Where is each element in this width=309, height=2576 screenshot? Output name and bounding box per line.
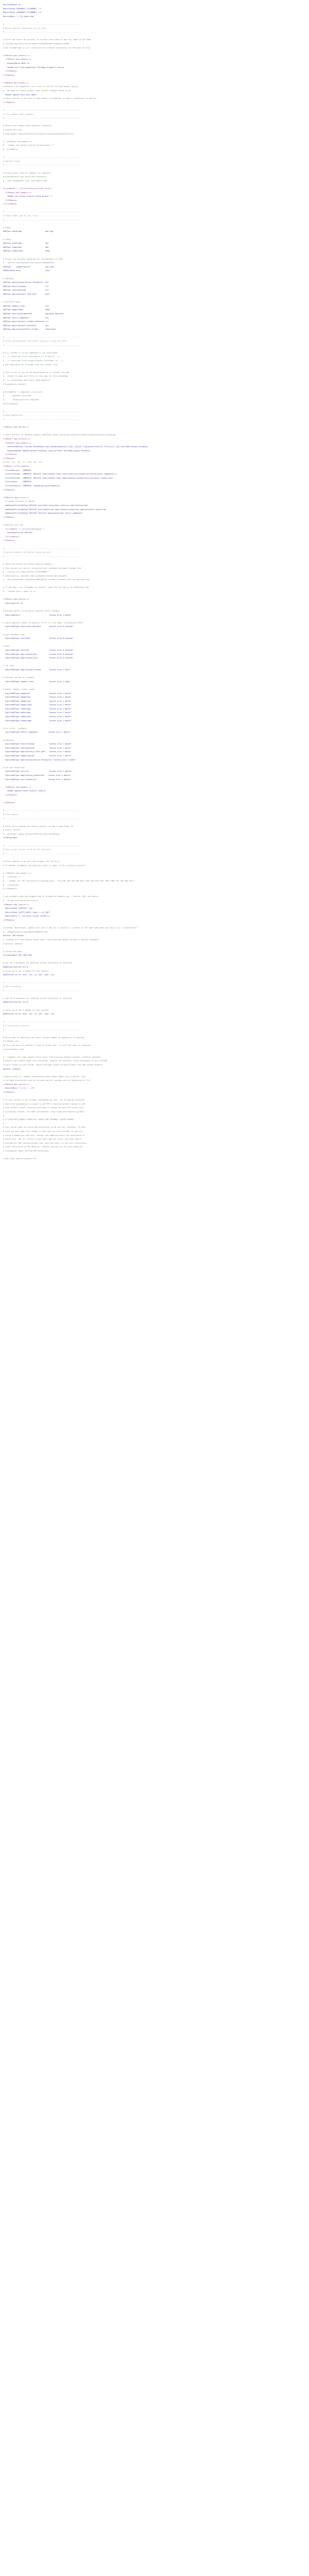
code-line xyxy=(3,332,309,336)
code-line: # Header set P3P "policyref=\"/w3c/p3p.xml\", CP=\"IDC DSP COR ADM DEVi TAIi PSA PSD IVAi IVDi CONi HIS OUR IND CNT\"" xyxy=(3,880,136,882)
code-line xyxy=(3,1095,309,1099)
code-line xyxy=(3,105,309,109)
code-line: # force utf-8 for a number of file formats xyxy=(3,1009,49,1011)
code-line xyxy=(3,594,309,598)
code-line: AddOutputFilterByType DEFLATE text/javascript application/javascript application/x-javascript xyxy=(3,508,107,511)
code-line xyxy=(3,367,309,371)
code-line xyxy=(3,958,309,962)
code-line: </IfModule> xyxy=(3,802,15,804)
code-line: ExpiresByType image/x-icon "access plus 1 week" xyxy=(3,680,71,683)
code-line: # Block access to "hidden" directories whose names begin with a period. This xyxy=(3,1075,86,1078)
code-line xyxy=(3,207,309,211)
code-line: # include all PHP configurations (not just this one), or you will effectively xyxy=(3,1142,87,1144)
code-line: </IfModule> xyxy=(3,793,18,796)
code-line: # should be uncommented in order to set PHP's register_globals option to OFF. xyxy=(3,1103,87,1105)
code-line: # ---------------------------------------------------------------------- xyxy=(3,817,81,820)
code-line: AddDefaultCharset utf-8 xyxy=(3,1001,28,1004)
code-line: AddType video/ogg ogv xyxy=(3,242,49,245)
code-line: # no-www.org/faq.php?q=class_b xyxy=(3,899,38,902)
code-line: # and they would be included into this single file xyxy=(3,363,58,366)
code-line: # ---------------------------------------------------------------------- xyxy=(3,410,81,413)
code-line: # If your server is not already configured as such, the following directive xyxy=(3,1099,85,1101)
code-line: # video xyxy=(3,238,11,241)
code-line: AddType audio/ogg oga ogg xyxy=(3,230,53,233)
code-line: # webfonts and svg: xyxy=(3,523,24,526)
code-line: ExpiresByType application/javascript "access plus 2 months" xyxy=(3,774,72,776)
code-line: RewriteRule ^(.*)$ http://%1/$1 [R=301,L] xyxy=(3,915,50,918)
code-line: # without -MultiViews, Apache will give a 404 for a rewrite if a folder of the same name does not exist (e.g. "/blah/hello") xyxy=(3,927,138,929)
code-line: # Usually you should leave this activated, because you shouldn't allow everybody to surf through xyxy=(3,1060,108,1062)
code-line: Header set Access-Control-Allow-Origin "*" xyxy=(3,195,53,198)
code-line: # Force the latest IE version, in various cases when it may fall back to IE7 mode xyxy=(3,39,91,41)
code-line: <IfModule mod_rewrite.c> xyxy=(3,903,29,906)
code-line xyxy=(3,492,309,496)
code-line: ExpiresByType image/jpg "access plus 1 month" xyxy=(3,700,72,702)
code-line xyxy=(3,993,309,997)
code-line: # www.stevesouders.com/blog/2008/08/23/revving-filenames-dont-use-querystring/ xyxy=(3,579,90,581)
code-line: # use utf-8 encoding for anything served text/plain or text/html xyxy=(3,997,73,999)
code-line xyxy=(3,868,309,872)
code-line: # Allow cookies to be set from iframes (for IE only) xyxy=(3,860,60,863)
code-line: # Because X-UA-Compatible isn't sent to non-IE (to save header bytes), xyxy=(3,86,79,88)
code-line: # <!--#include file="plugins/jquery.idletimer.js" --> xyxy=(3,360,63,362)
code-line: RewriteCond %{REQUEST_FILENAME} !-d xyxy=(3,11,41,14)
code-line: </IfModule> xyxy=(3,70,18,73)
code-line: # ---------------------------------------------------------------------- xyxy=(3,1021,81,1023)
code-line: # </Location> xyxy=(3,884,20,886)
code-line: # github.com/rails/rails/commit/123eb25#commitcomment-118920 xyxy=(3,42,70,45)
code-line: # </IfModule> xyxy=(3,888,18,890)
code-line: Options -Indexes xyxy=(3,1067,21,1070)
code-line: # information about setting PHP directives. xyxy=(3,1149,50,1152)
code-line: # enable-cors.org xyxy=(3,129,22,131)
code-line: # alternatively you could only whitelist xyxy=(3,176,47,178)
code-line: # A little more security xyxy=(3,1024,29,1027)
code-line: SetOutputFilter DEFLATE xyxy=(3,532,32,534)
code-line: AddOutputFilterByType DEFLATE text/html text/plain text/css application/json xyxy=(3,504,88,506)
code-line: <FilesMatch "\.(ttf|otf|eot|woff|font.css)$"> xyxy=(3,187,52,190)
code-line xyxy=(3,77,309,81)
code-line: # ---------------------------------------------------------------------- xyxy=(3,809,81,812)
code-line: # ETag removal xyxy=(3,813,19,816)
code-line xyxy=(3,35,309,39)
code-line: # additionally, consider that outdated proxies may miscache xyxy=(3,574,67,577)
code-line: # code.google.com/p/html5security/wiki/CrossOriginRequestSecurity xyxy=(3,132,74,135)
code-line: <IfModule mod_expires.c> xyxy=(3,598,29,601)
code-line: # <!--#include file="libs/jquery-1.5.0.min.js" --> xyxy=(3,355,60,358)
code-line: # force deflate for mangled headers developer.yahoo.com/blogs/ydn/posts/2010/12/pushing-beyond-gzipping/ xyxy=(3,434,116,436)
code-line: # Header set Access-Control-Allow-Origin "*" xyxy=(3,144,55,147)
code-line: # html, txt, css, js, json, xml, htc: xyxy=(3,461,43,464)
code-line: # ---------------------------------------------------------------------- xyxy=(3,418,81,420)
code-line: Options -MultiViews xyxy=(3,935,24,937)
code-line: # twitter.com/FontSquirrel/status/14855840545 xyxy=(3,262,55,264)
code-line: </FilesMatch> xyxy=(3,535,20,538)
code-line: </IfModule> xyxy=(3,1091,15,1094)
code-line xyxy=(3,253,309,258)
code-line xyxy=(3,543,309,547)
code-line: AddDefaultCharset utf-8 xyxy=(3,966,28,969)
code-line: # <script src="application.js?20100608"> xyxy=(3,571,49,573)
code-line xyxy=(3,805,309,809)
code-line: # using a commercial web host, contact the administrators for assistance in xyxy=(3,1134,85,1137)
code-line: # Stop screen flicker in IE on CSS rollovers xyxy=(3,849,51,851)
code-line: # "-Indexes" will have Apache block users from browsing folders without a default document xyxy=(3,1056,101,1058)
code-line: # ---------------------------------------------------------------------- xyxy=(3,1028,81,1031)
code-line: RewriteCond %{HTTP_HOST} ^www\.(.+)$ [NC] xyxy=(3,911,50,913)
code-line: # allow access from all domains for webfonts xyxy=(3,172,51,174)
code-line: FilterProtocol COMPRESS change=yes;byteranges=no xyxy=(3,485,60,487)
code-line: AddType image/x-icon ico xyxy=(3,304,49,307)
code-line: </IfModule> xyxy=(3,74,15,76)
code-line: # they assume you control versioning with cachebusting query params like xyxy=(3,567,81,569)
code-line xyxy=(3,222,309,226)
code-line: <FilesMatch "\.(ttf|otf|eot|svg)$" > xyxy=(3,528,45,530)
code-line: <IfModule filter_module> xyxy=(3,465,29,468)
code-line: # ---------------------------------------------------------------------- xyxy=(3,218,81,221)
code-line xyxy=(3,617,309,621)
code-line: # Cache control is set only if mod_headers is enabled, so that's unncessary to declare xyxy=(3,97,97,100)
code-line: # Use ChromeFrame if it's installed for a better experience for the poor IE folk xyxy=(3,46,90,49)
code-line: # Perhaps better to whitelist expires rules? Perhaps. xyxy=(3,610,61,613)
code-line xyxy=(3,641,309,645)
code-line xyxy=(3,183,309,187)
code-line: ExpiresByType font/truetype "access plus 1 month" xyxy=(3,743,72,745)
code-line xyxy=(3,891,309,895)
code-line xyxy=(3,946,309,950)
code-line: # ---------------------------------------------------------------------- xyxy=(3,31,81,33)
code-line: # media: images, video, audio xyxy=(3,688,35,690)
code-line: BrowserMatch MSIE ie xyxy=(3,62,29,64)
code-line: ExpiresByType application/vnd.ms-fontobject "access plus 1 month" xyxy=(3,758,76,761)
code-line: ExpiresByType text/xml "access plus 0 seconds" xyxy=(3,649,74,651)
code-line: ErrorDocument 404 /404.html xyxy=(3,954,32,957)
code-line: ExpiresByType application/rss+xml "access plus 1 hour" xyxy=(3,668,71,671)
code-line: ExpiresByType application/x-font-woff "access plus 1 month" xyxy=(3,751,72,753)
code-line xyxy=(3,782,309,786)
code-line xyxy=(3,672,309,676)
code-line: # Disabled by default. xyxy=(3,383,27,385)
code-line xyxy=(3,798,309,802)
code-line: # Proper MIME type for all files xyxy=(3,215,38,217)
code-line: # webmasterworld.com/apache/3808792.htm xyxy=(3,930,48,933)
code-line: # ---------------------------------------------------------------------- xyxy=(3,852,81,855)
code-line: # webfonts xyxy=(3,739,14,741)
code-line xyxy=(3,582,309,586)
code-line: # Do we want to advertise the exact version number of Apache we're running? xyxy=(3,1036,85,1039)
code-line xyxy=(3,1032,309,1036)
code-line: # gzip compression xyxy=(3,414,23,417)
code-line: RewriteCond %{HTTPS} !=on xyxy=(3,907,32,910)
code-line: # Options +Includes xyxy=(3,395,31,397)
code-line: # xyxy=(3,1114,5,1117)
code-line: Header set X-UA-Compatible "IE=Edge,chrome=1" env=ie xyxy=(3,66,64,69)
code-line: # ---------------------------------------------------------------------- xyxy=(3,844,81,847)
code-line: # if you don't use filenames to version, lower the css and js to something like xyxy=(3,586,89,589)
code-line: </FilesMatch> xyxy=(3,203,18,206)
code-line xyxy=(3,422,309,426)
code-line: </IfModule> xyxy=(3,539,15,542)
code-line: # ---------------------------------------------------------------------- xyxy=(3,981,81,984)
code-line: ExpiresByType text/css "access plus 2 months" xyxy=(3,770,73,773)
code-line: AddType video/mp4 mp4 xyxy=(3,246,49,248)
code-line: ExpiresByType video/ogg "access plus 1 month" xyxy=(3,707,72,710)
code-line: RewriteEngine on xyxy=(3,4,21,6)
code-line: FilterChain COMPRESS xyxy=(3,481,31,483)
code-line xyxy=(3,735,309,739)
code-line: <IfModule mod_deflate.c> xyxy=(3,426,29,429)
code-line: # you probably want www.example.com to forward to example.com -- shorter URLs are sexier. xyxy=(3,895,100,898)
code-line: AddType application/x-chrome-extension crx xyxy=(3,320,49,323)
code-line xyxy=(3,558,309,563)
code-line: # ---------------------------------------------------------------------- xyxy=(3,547,81,550)
code-line: # "access plus 1 week" or so xyxy=(3,590,36,593)
code-line: # developer.yahoo.com/performance/rules.html#etags xyxy=(3,833,60,835)
code-line xyxy=(3,605,309,609)
code-line: # use utf-8 encoding for anything served text/plain or text/html xyxy=(3,962,73,964)
code-line: ExpiresDefault "access plus 1 month" xyxy=(3,614,72,616)
code-line: # force utf-8 for a number of file formats xyxy=(3,970,49,972)
code-line xyxy=(3,977,309,981)
code-line: ExpiresByType text/cache-manifest "access plus 0 seconds" xyxy=(3,625,74,628)
code-line: </IfModule> xyxy=(3,457,15,460)
code-line: # ---------------------------------------------------------------------- xyxy=(3,344,81,346)
code-line: # audio xyxy=(3,226,11,229)
code-line xyxy=(3,347,309,351)
code-line: # ---------------------------------------------------------------------- xyxy=(3,555,81,557)
code-line: AddType font/truetype ttf xyxy=(3,285,49,287)
code-line: AddOutputFilterByType DEFLATE text/xml application/xml text/x-component xyxy=(3,512,82,515)
code-line: # ---------------------------------------------------------------------- xyxy=(3,117,81,120)
code-line: <IfModule mod_rewrite.c> xyxy=(3,1083,29,1086)
code-line: ExpiresByType text/html "access plus 0 seconds" xyxy=(3,637,74,640)
code-line: # or concatenate and minify them manually. xyxy=(3,379,51,381)
code-line: # ---------------------------------------------------------------------- xyxy=(3,164,81,166)
code-line: # your document html xyxy=(3,633,25,636)
code-line: RewriteRule ^(.*)$ index.php xyxy=(3,15,34,18)
code-line: # css and javascript xyxy=(3,766,25,769)
code-line: # Options -Indexes xyxy=(3,942,23,945)
code-line xyxy=(3,723,309,727)
code-line: AddCharset utf-8 .html .css .js .xml .json .rss xyxy=(3,1013,55,1015)
code-line: # <IfModule mod_headers.c> xyxy=(3,140,32,143)
code-line xyxy=(3,152,309,156)
code-line: # <IfModule mod_headers.c> xyxy=(3,872,31,874)
code-line: AddType text/cache-manifest appcache manifest xyxy=(3,312,64,315)
code-line: # reset everything to PHP defaults. Consult www.php.net for more detailed xyxy=(3,1146,82,1148)
code-line: # choose to name your files in this way for this advantage xyxy=(3,375,68,378)
code-line xyxy=(3,430,309,434)
code-line: #<FilesMatch "\.combined\.(js|css)$"> xyxy=(3,391,43,393)
code-line: AddType image/webp webp xyxy=(3,309,50,311)
code-line xyxy=(3,19,309,23)
code-line xyxy=(3,234,309,238)
code-line: # SetOutputFilter INCLUDES xyxy=(3,398,39,401)
code-line xyxy=(3,1052,309,1056)
code-line: <IfModule mod_headers.c> xyxy=(3,786,31,788)
code-line: # your subdomains like "sub.domain.com" xyxy=(3,179,48,182)
code-line: # -Indexes will have Apache block users from browsing folders without a default document xyxy=(3,938,99,941)
code-line: FilterProvider COMPRESS DEFLATE resp=Content-Type /text/(html|css|javascript|plain|x(ml|-component))/ xyxy=(3,473,117,476)
code-line: # <Location /> xyxy=(3,876,21,878)
code-line xyxy=(3,519,309,523)
code-line: ExpiresByType video/mp4 "access plus 1 month" xyxy=(3,716,72,718)
code-line: # IF REGISTER_GLOBALS DIRECTIVE CAUSES 500 INTERNAL SERVER ERRORS : xyxy=(3,1118,76,1121)
code-line xyxy=(3,273,309,277)
code-line: <IfModule mod_setenvif.c> xyxy=(3,437,30,440)
code-line: </IfModule> xyxy=(3,453,18,456)
code-line xyxy=(3,821,309,825)
code-line: AddCharset utf-8 .html .css .js .xml .json .rss xyxy=(3,974,55,976)
code-line: ExpiresByType text/javascript "access plus 2 months" xyxy=(3,778,72,781)
code-line xyxy=(3,840,309,844)
code-line: </IfModule> xyxy=(3,199,18,201)
code-line: <IfModule mod_headers.c> xyxy=(3,442,31,444)
htaccess-code-view xyxy=(0,0,309,1161)
code-line: # Serve cross-domain ajax requests, disabled. xyxy=(3,125,52,127)
code-line: # UTF-8 encoding xyxy=(3,986,21,988)
code-line: Header append Cache-Control "public" xyxy=(3,790,47,792)
code-line xyxy=(3,406,309,410)
code-line: # custom 404 page xyxy=(3,950,22,953)
code-line: ## This can only be enabled if used in httpd.conf - It will not work in .htaccess xyxy=(3,1044,91,1046)
code-line: # php_flag register_globals Off xyxy=(3,1158,37,1160)
code-line: # scripting) attacks. For more information: http://php.net/register_globals xyxy=(3,1111,85,1113)
code-line: AddType application/vnd.ms-fontobject eot xyxy=(3,281,49,284)
code-line: # every folder on your server (which includes rather private places like CMS system folders). xyxy=(3,1063,104,1066)
code-line: ExpiresByType image/png "access plus 1 month" xyxy=(3,696,72,699)
code-line: # Allow concatenation from within specific js and css files xyxy=(3,340,67,343)
code-line: AddType image/svg+xml svg svgz xyxy=(3,265,55,268)
code-line xyxy=(3,386,309,391)
code-line: # Expires headers (for better cache control) xyxy=(3,551,51,554)
code-line xyxy=(3,1154,309,1158)
code-line: # This closes a major security hole that is abused by most XSS (cross-site xyxy=(3,1107,83,1109)
code-line: # webfonts xyxy=(3,277,14,280)
code-line: # e.g. Inside of script.combined.js you could have xyxy=(3,351,58,354)
code-line: #</FilesMatch> xyxy=(3,402,19,405)
code-line: # Legacy versions of Apache xyxy=(3,500,35,503)
code-line: RewriteCond %{REQUEST_FILENAME} !-f xyxy=(3,7,41,10)
code-line: ExpiresByType image/jpeg "access plus 1 month" xyxy=(3,704,72,706)
code-line xyxy=(3,167,309,172)
code-line: AddType video/webm webm xyxy=(3,250,50,252)
code-line: FilterDeclare COMPRESS xyxy=(3,469,31,471)
code-line: # rss feed xyxy=(3,665,14,667)
code-line: ExpiresByType audio/ogg "access plus 1 month" xyxy=(3,711,72,714)
code-line xyxy=(3,297,309,301)
code-line: # favicon (cannot be renamed) xyxy=(3,676,35,679)
code-line xyxy=(3,136,309,140)
code-line: AddType text/x-component htc xyxy=(3,316,49,319)
code-line: # case you must make this change in your php.ini file instead. If you are xyxy=(3,1130,82,1132)
code-line: SetEnvIfNoCase ^(Accept-EncodXng|X-cept-Encoding|X{15}|~{15}|-{15})$ ^((gzip|deflate)\s*,?\s*)+|[X~-]{4,13}$ HAVE_Accept-Encoding xyxy=(3,446,148,448)
code-line: <IfModule !mod_filter.c> xyxy=(3,496,29,499)
code-line: # ---------------------------------------------------------------------- xyxy=(3,989,81,992)
code-line: # static content. xyxy=(3,829,22,832)
code-line xyxy=(3,1005,309,1009)
code-line: # This is not in use in the boilerplate as it stands. you may xyxy=(3,371,70,374)
code-line: # We need to inform proxies that content changes based on UA xyxy=(3,90,71,92)
code-line xyxy=(3,121,309,125)
code-line: ExpiresActive on xyxy=(3,602,23,604)
code-line: # includes directories used by version control systems such as Subversion or Git. xyxy=(3,1079,91,1082)
code-line: # If needed, uncomment and specify a path or regex in the Location directive xyxy=(3,864,86,867)
code-line: # assorted types xyxy=(3,301,21,303)
code-line: # htc files (css3pie) xyxy=(3,727,27,730)
code-line: # these are pretty far-future expires headers. xyxy=(3,563,53,565)
code-line: # Better website experience for IE users xyxy=(3,27,47,29)
code-line: # Cross-domain AJAX requests xyxy=(3,113,34,115)
code-line: RequestHeader append Accept-Encoding "gzip,deflate" env=HAVE_Accept-Encoding xyxy=(3,449,90,452)
code-line: <IfModule mod_headers.c> xyxy=(3,81,29,84)
code-line: ExpiresByType application/json "access plus 0 seconds" xyxy=(3,657,74,659)
code-line: ExpiresByType application/xml "access plus 0 seconds" xyxy=(3,653,74,655)
code-line: # ---------------------------------------------------------------------- xyxy=(3,336,81,338)
code-line: # ---------------------------------------------------------------------- xyxy=(3,156,81,159)
code-line: Header append Vary User-Agent xyxy=(3,93,37,96)
code-line: # Probably not. xyxy=(3,1040,20,1043)
code-line: # Webfont access xyxy=(3,160,21,162)
code-line: </IfModule> xyxy=(3,919,15,921)
code-line: # </IfModule> xyxy=(3,148,19,150)
code-line xyxy=(3,1016,309,1021)
code-line: <IfModule mod_headers.c> xyxy=(3,58,31,61)
code-line: ExpiresByType font/opentype "access plus 1 month" xyxy=(3,747,72,749)
code-line: # ServerTokens Prod xyxy=(3,1048,24,1050)
code-line xyxy=(3,762,309,766)
code-line: # doing this. Not all servers allow local php.ini files, and they should xyxy=(3,1138,81,1141)
code-line: FileETag None xyxy=(3,837,18,839)
code-line: ExpiresByType video/webm "access plus 1 month" xyxy=(3,719,72,722)
code-line xyxy=(3,660,309,665)
code-line: ExpiresByType image/svg+xml "access plus 1 month" xyxy=(3,755,72,757)
code-line: AddEncoding gzip svgz xyxy=(3,269,50,272)
code-line: </IfModule> xyxy=(3,516,15,518)
code-line: </IfModule> xyxy=(3,488,15,491)
code-line xyxy=(3,923,309,927)
code-line: AddType application/octet-stream safariextz xyxy=(3,328,57,331)
code-line: # ---------------------------------------------------------------------- xyxy=(3,109,81,112)
code-line: ExpiresByType image/gif "access plus 1 month" xyxy=(3,692,72,694)
code-line: # ---------------------------------------------------------------------- xyxy=(3,211,81,213)
code-line: # Since we're sending far-future expires, we don't need ETags for xyxy=(3,825,74,827)
code-line xyxy=(3,1071,309,1075)
code-line xyxy=(3,856,309,860)
code-line xyxy=(3,629,309,633)
code-line: <IfModule mod_headers.c> xyxy=(3,191,31,194)
code-line xyxy=(3,50,309,54)
code-line: # data xyxy=(3,645,10,648)
code-line: AddType font/opentype otf xyxy=(3,289,49,292)
code-line: FilterProvider COMPRESS DEFLATE resp=Content-Type /application/(javascript|json|xml|x-javascript)/ xyxy=(3,477,114,479)
code-line: AddType application/x-xpinstall xpi xyxy=(3,324,49,327)
code-line: # ---------------------------------------------------------------------- xyxy=(3,23,81,25)
code-line: AddType application/x-font-woff woff xyxy=(3,293,50,295)
code-line: # Proper svg serving. Required for svg webfonts on iPad xyxy=(3,258,63,260)
code-line: <IfModule mod_setenvif.c> xyxy=(3,54,30,57)
code-line: # cache.appcache needs re-requests in FF 3.6 (thx Remy ~Introducing HTML5) xyxy=(3,621,83,624)
code-line: </IfModule> xyxy=(3,101,15,104)
code-line: ExpiresByType text/x-component "access plus 1 month" xyxy=(3,731,71,734)
code-line: # Your server does not allow PHP directives to be set via .htaccess. In that xyxy=(3,1126,86,1129)
code-line: # xyxy=(3,1122,5,1125)
code-line xyxy=(3,684,309,688)
code-line: RewriteRule "(^|/)\." - [F] xyxy=(3,1087,35,1090)
